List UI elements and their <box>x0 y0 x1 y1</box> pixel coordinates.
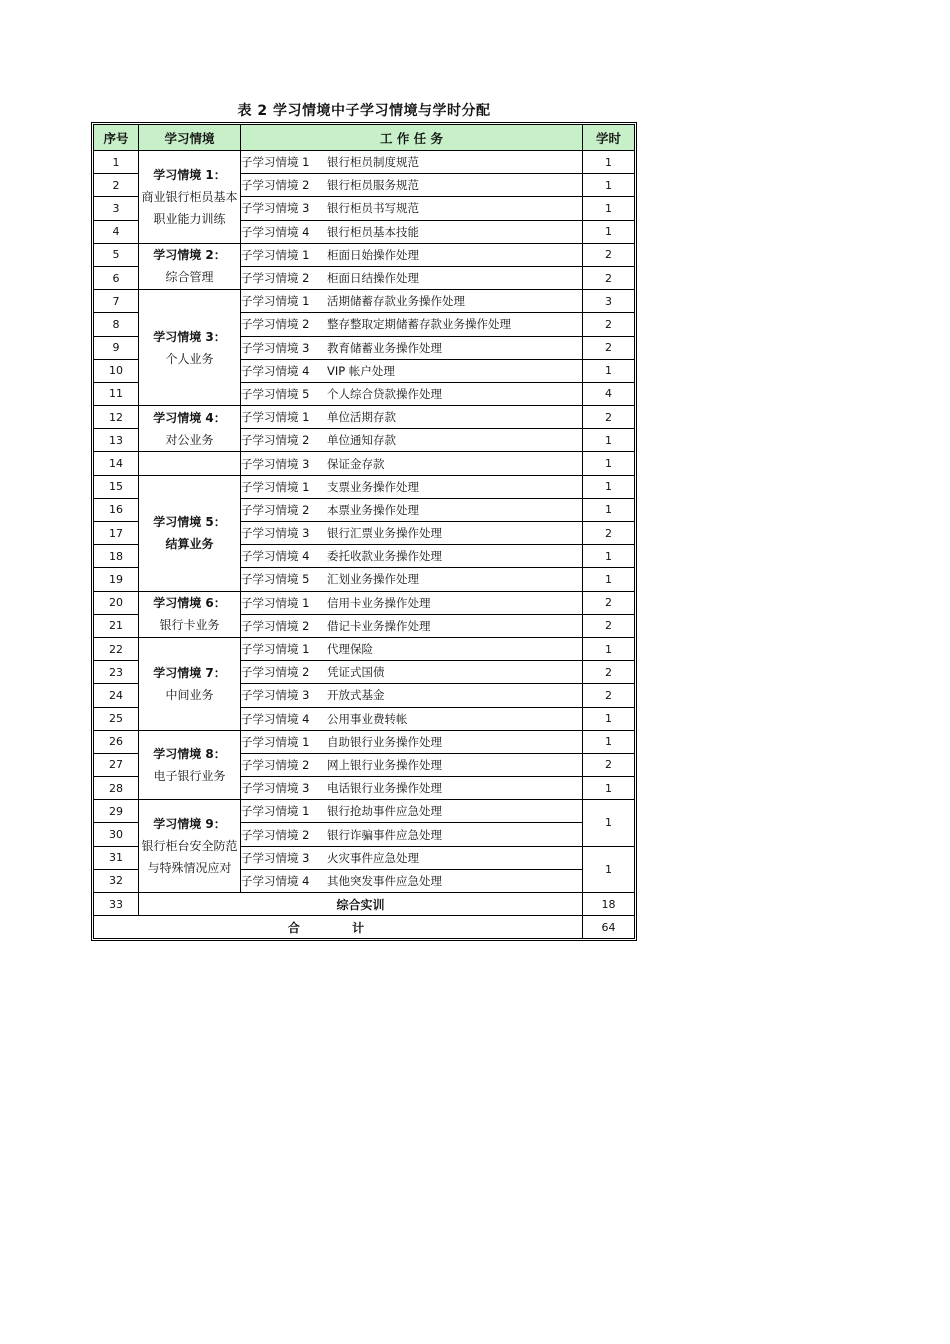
task-cell <box>241 869 583 892</box>
context-name: 学习情境 2： <box>153 248 226 263</box>
sub-context-label: 子学习情境 2 <box>241 271 310 286</box>
task-cell <box>241 429 583 452</box>
hours-cell: 1 <box>583 197 635 220</box>
table-row <box>94 730 635 753</box>
task-name: 电话银行业务操作处理 <box>327 781 442 796</box>
row-number: 18 <box>94 545 139 568</box>
row-number: 3 <box>94 197 139 220</box>
task-cell <box>241 290 583 313</box>
hours-cell: 1 <box>583 568 635 591</box>
row-number: 25 <box>94 707 139 730</box>
context-description: 银行卡业务 <box>159 618 220 633</box>
hours-cell: 2 <box>583 406 635 429</box>
task-name: 凭证式国债 <box>327 665 385 680</box>
hours-cell: 1 <box>583 545 635 568</box>
hours-cell: 1 <box>583 429 635 452</box>
table-row <box>94 151 635 174</box>
task-cell <box>241 823 583 846</box>
sub-context-label: 子学习情境 2 <box>241 317 310 332</box>
task-name: 开放式基金 <box>327 688 385 703</box>
context-description: 对公业务 <box>165 432 214 447</box>
task-cell <box>241 777 583 800</box>
task-cell <box>241 336 583 359</box>
hours-cell: 1 <box>583 637 635 660</box>
table-row <box>94 800 635 823</box>
task-name: 银行柜员制度规范 <box>327 155 419 170</box>
sub-context-label: 子学习情境 3 <box>241 340 310 355</box>
hours-cell: 2 <box>583 336 635 359</box>
context-description: 个人业务 <box>165 351 214 366</box>
table-row <box>94 475 635 498</box>
row-number: 1 <box>94 151 139 174</box>
table-title: 表 2 学习情境中子学习情境与学时分配 <box>237 103 491 119</box>
table-header-row <box>94 125 635 151</box>
task-cell <box>241 359 583 382</box>
hours-cell: 1 <box>583 846 635 892</box>
task-name: 活期储蓄存款业务操作处理 <box>327 294 465 309</box>
hours-cell: 2 <box>583 614 635 637</box>
task-cell <box>241 174 583 197</box>
row-number: 5 <box>94 243 139 266</box>
total-row <box>94 916 635 939</box>
hours-cell: 1 <box>583 151 635 174</box>
sub-context-label: 子学习情境 1 <box>241 247 310 262</box>
context-name: 学习情境 3： <box>153 329 226 344</box>
header-context: 学习情境 <box>139 125 241 151</box>
table-row <box>94 243 635 266</box>
sub-context-label: 子学习情境 4 <box>241 224 310 239</box>
context-cell <box>139 475 241 591</box>
context-cell <box>139 290 241 406</box>
row-number: 8 <box>94 313 139 336</box>
context-description: 银行柜台安全防范与特殊情况应对 <box>141 839 238 876</box>
hours-cell: 2 <box>583 591 635 614</box>
total-hours: 64 <box>583 916 635 939</box>
context-cell <box>139 406 241 452</box>
row-number: 31 <box>94 846 139 869</box>
sub-context-label: 子学习情境 3 <box>241 688 310 703</box>
row-number: 23 <box>94 661 139 684</box>
sub-context-label: 子学习情境 2 <box>241 665 310 680</box>
task-cell <box>241 197 583 220</box>
hours-cell: 2 <box>583 661 635 684</box>
sub-context-label: 子学习情境 1 <box>241 479 310 494</box>
task-name: 个人综合贷款操作处理 <box>327 386 442 401</box>
table-row <box>94 452 635 475</box>
row-number: 16 <box>94 498 139 521</box>
hours-cell: 2 <box>583 522 635 545</box>
sub-context-label: 子学习情境 5 <box>241 572 310 587</box>
task-cell <box>241 522 583 545</box>
header-no: 序号 <box>94 125 139 151</box>
hours-cell: 4 <box>583 382 635 405</box>
row-number: 10 <box>94 359 139 382</box>
task-name: 教育储蓄业务操作处理 <box>327 340 442 355</box>
sub-context-label: 子学习情境 3 <box>241 526 310 541</box>
context-description: 综合管理 <box>165 270 214 285</box>
context-name: 学习情境 7： <box>153 665 226 680</box>
task-cell <box>241 266 583 289</box>
sub-context-label: 子学习情境 3 <box>241 456 310 471</box>
row-number: 22 <box>94 637 139 660</box>
row-number: 32 <box>94 869 139 892</box>
hours-cell: 1 <box>583 498 635 521</box>
task-cell <box>241 753 583 776</box>
sub-context-label: 子学习情境 4 <box>241 363 310 378</box>
context-description: 电子银行业务 <box>153 768 226 783</box>
task-name: 单位活期存款 <box>327 410 396 425</box>
row-number: 19 <box>94 568 139 591</box>
hours-cell: 1 <box>583 174 635 197</box>
header-task: 工 作 任 务 <box>241 125 583 151</box>
task-cell <box>241 313 583 336</box>
hours-cell: 2 <box>583 266 635 289</box>
context-cell <box>139 151 241 244</box>
task-cell <box>241 707 583 730</box>
task-name: 火灾事件应急处理 <box>327 850 419 865</box>
table-row <box>94 637 635 660</box>
sub-context-label: 子学习情境 1 <box>241 294 310 309</box>
row-number: 2 <box>94 174 139 197</box>
sub-context-label: 子学习情境 2 <box>241 433 310 448</box>
context-name: 学习情境 4： <box>153 410 226 425</box>
hours-cell: 1 <box>583 359 635 382</box>
task-name: 单位通知存款 <box>327 433 396 448</box>
empty-context-cell <box>139 452 241 475</box>
task-name: 银行汇票业务操作处理 <box>327 526 442 541</box>
context-description: 结算业务 <box>165 537 214 552</box>
sub-context-label: 子学习情境 1 <box>241 410 310 425</box>
sub-context-label: 子学习情境 2 <box>241 502 310 517</box>
summary-hours: 18 <box>583 893 635 916</box>
task-name: 本票业务操作处理 <box>327 502 419 517</box>
task-cell <box>241 406 583 429</box>
row-number: 13 <box>94 429 139 452</box>
row-number: 15 <box>94 475 139 498</box>
sub-context-label: 子学习情境 3 <box>241 781 310 796</box>
context-cell <box>139 591 241 637</box>
row-number: 27 <box>94 753 139 776</box>
task-cell <box>241 220 583 243</box>
task-cell <box>241 498 583 521</box>
task-name: 银行柜员服务规范 <box>327 178 419 193</box>
table-row <box>94 406 635 429</box>
task-cell <box>241 661 583 684</box>
sub-context-label: 子学习情境 1 <box>241 595 310 610</box>
row-number: 20 <box>94 591 139 614</box>
hours-cell: 2 <box>583 753 635 776</box>
sub-context-label: 子学习情境 4 <box>241 711 310 726</box>
sub-context-label: 子学习情境 4 <box>241 873 310 888</box>
context-name: 学习情境 9： <box>153 817 226 832</box>
sub-context-label: 子学习情境 1 <box>241 155 310 170</box>
row-number: 9 <box>94 336 139 359</box>
hours-cell: 3 <box>583 290 635 313</box>
context-name: 学习情境 6： <box>153 596 226 611</box>
sub-context-label: 子学习情境 3 <box>241 201 310 216</box>
context-description: 中间业务 <box>165 687 214 702</box>
sub-context-label: 子学习情境 4 <box>241 549 310 564</box>
header-hours: 学时 <box>583 125 635 151</box>
context-name: 学习情境 8： <box>153 746 226 761</box>
hours-cell: 1 <box>583 220 635 243</box>
hours-cell: 1 <box>583 475 635 498</box>
row-number: 4 <box>94 220 139 243</box>
row-number: 33 <box>94 893 139 916</box>
task-name: 柜面日始操作处理 <box>327 247 419 262</box>
task-cell <box>241 568 583 591</box>
sub-context-label: 子学习情境 1 <box>241 804 310 819</box>
task-cell <box>241 243 583 266</box>
row-number: 11 <box>94 382 139 405</box>
row-number: 29 <box>94 800 139 823</box>
sub-context-label: 子学习情境 1 <box>241 734 310 749</box>
task-cell <box>241 151 583 174</box>
task-name: 汇划业务操作处理 <box>327 572 419 587</box>
task-name: 借记卡业务操作处理 <box>327 618 431 633</box>
context-name: 学习情境 5： <box>153 515 226 530</box>
sub-context-label: 子学习情境 5 <box>241 386 310 401</box>
row-number: 17 <box>94 522 139 545</box>
task-name: 整存整取定期储蓄存款业务操作处理 <box>327 317 511 332</box>
task-name: 柜面日结操作处理 <box>327 271 419 286</box>
sub-context-label: 子学习情境 2 <box>241 618 310 633</box>
hours-cell: 2 <box>583 684 635 707</box>
total-label: 合 计 <box>94 916 583 939</box>
task-name: 代理保险 <box>327 642 373 657</box>
context-name: 学习情境 1： <box>153 167 226 182</box>
summary-row <box>94 893 635 916</box>
task-name: VIP 帐户处理 <box>327 363 395 378</box>
sub-context-label: 子学习情境 2 <box>241 178 310 193</box>
task-cell <box>241 800 583 823</box>
task-cell <box>241 475 583 498</box>
sub-context-label: 子学习情境 2 <box>241 757 310 772</box>
task-cell <box>241 730 583 753</box>
table-row <box>94 290 635 313</box>
task-name: 委托收款业务操作处理 <box>327 549 442 564</box>
task-cell <box>241 684 583 707</box>
context-cell <box>139 243 241 289</box>
context-description: 商业银行柜员基本职业能力训练 <box>141 189 238 226</box>
task-name: 信用卡业务操作处理 <box>327 595 431 610</box>
hours-cell: 1 <box>583 707 635 730</box>
task-name: 银行柜员书写规范 <box>327 201 419 216</box>
task-cell <box>241 591 583 614</box>
task-name: 银行抢劫事件应急处理 <box>327 804 442 819</box>
context-cell <box>139 730 241 800</box>
row-number: 14 <box>94 452 139 475</box>
row-number: 24 <box>94 684 139 707</box>
course-hours-table <box>91 122 637 941</box>
task-name: 保证金存款 <box>327 456 385 471</box>
task-cell <box>241 452 583 475</box>
hours-cell: 1 <box>583 800 635 846</box>
task-cell <box>241 382 583 405</box>
sub-context-label: 子学习情境 1 <box>241 642 310 657</box>
task-name: 网上银行业务操作处理 <box>327 757 442 772</box>
hours-cell: 1 <box>583 452 635 475</box>
row-number: 6 <box>94 266 139 289</box>
hours-cell: 1 <box>583 777 635 800</box>
row-number: 30 <box>94 823 139 846</box>
context-cell <box>139 637 241 730</box>
hours-cell: 1 <box>583 730 635 753</box>
task-name: 支票业务操作处理 <box>327 479 419 494</box>
summary-label: 综合实训 <box>139 893 583 916</box>
task-cell <box>241 637 583 660</box>
row-number: 26 <box>94 730 139 753</box>
context-cell <box>139 800 241 893</box>
task-name: 银行诈骗事件应急处理 <box>327 827 442 842</box>
table-row <box>94 591 635 614</box>
sub-context-label: 子学习情境 3 <box>241 850 310 865</box>
task-cell <box>241 545 583 568</box>
task-cell <box>241 846 583 869</box>
task-name: 其他突发事件应急处理 <box>327 873 442 888</box>
task-name: 公用事业费转帐 <box>327 711 408 726</box>
task-name: 自助银行业务操作处理 <box>327 734 442 749</box>
task-cell <box>241 614 583 637</box>
row-number: 21 <box>94 614 139 637</box>
task-name: 银行柜员基本技能 <box>327 224 419 239</box>
sub-context-label: 子学习情境 2 <box>241 827 310 842</box>
row-number: 28 <box>94 777 139 800</box>
row-number: 7 <box>94 290 139 313</box>
hours-cell: 2 <box>583 313 635 336</box>
hours-cell: 2 <box>583 243 635 266</box>
row-number: 12 <box>94 406 139 429</box>
